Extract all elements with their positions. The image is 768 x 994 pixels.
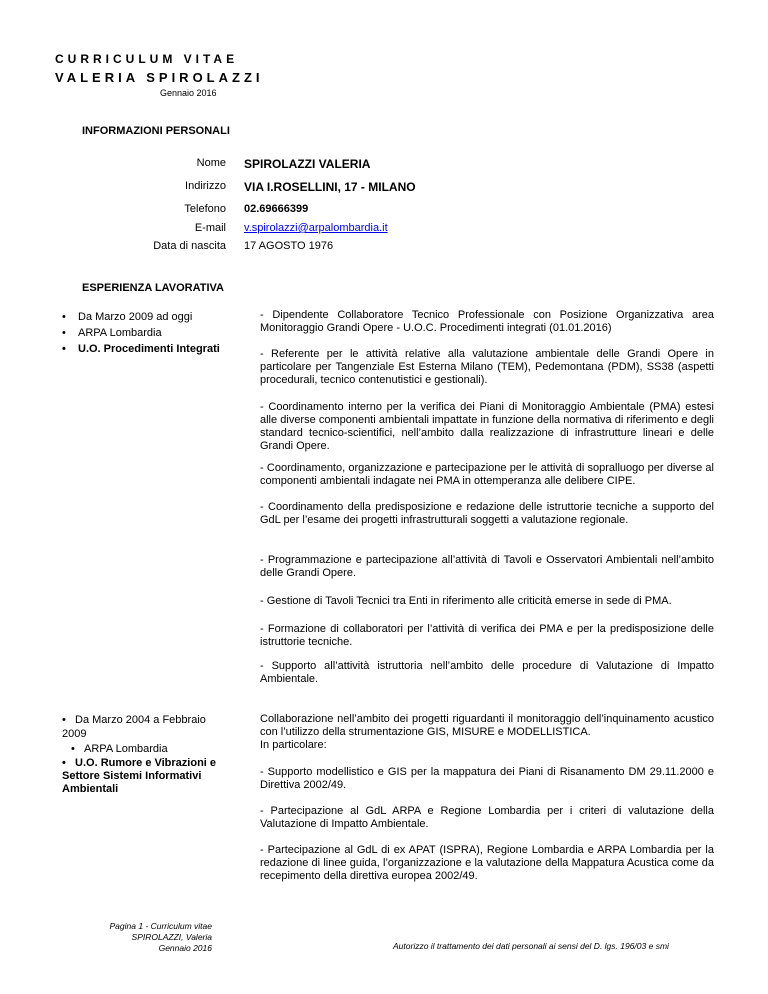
job1-unit: • U.O. Procedimenti Integrati [62,341,232,357]
job1-item: - Coordinamento della predisposizione e redazione delle istruttorie tecniche a supporto del GdL per l’esame dei progetti infrastrutturali soggetti a valutazione regionale. [260,501,714,526]
info-label-nome: Nome [196,157,226,169]
job2-item: - Partecipazione al GdL di ex APAT (ISPRA), Regione Lombardia e ARPA Lombardia per la redazione di linee guida, l’organizzazione e la valutazione della Mappatura Acustica come da recepimento della direttiva europea 2002/49. [260,844,714,882]
job1-item: - Coordinamento, organizzazione e partecipazione per le attività di sopralluogo per diverse al componenti ambientali indagate nei PMA in ottemperanza alle delibere CIPE. [260,462,714,487]
job2-employer-row [62,741,232,757]
footer-line: Gennaio 2016 [158,943,212,953]
footer-page-info [62,921,212,954]
job2-summary [62,713,232,796]
job1-item: - Supporto all’attività istruttoria nell’ambito delle procedure di Valutazione di Impatto Ambientale. [260,660,714,685]
bullet-icon: • [62,714,76,726]
info-label-nascita: Data di nascita [153,240,226,252]
bullet-icon: • [62,757,76,769]
job1-item: - Gestione di Tavoli Tecnici tra Enti in riferimento alle criticità emerse in sede di PMA. [260,595,672,607]
info-label-email: E-mail [194,222,226,234]
job1-employer: • ARPA Lombardia [62,325,232,341]
info-value-nome: SPIROLAZZI VALERIA [244,157,371,171]
email-link[interactable]: v.spirolazzi@arpalombardia.it [244,222,388,234]
footer-line: Pagina 1 - Curriculum vitae [109,921,212,931]
job2-period: Da Marzo 2004 a Febbraio 2009 [62,714,206,740]
job1-period: • Da Marzo 2009 ad oggi [62,309,232,325]
job2-unit: U.O. Rumore e Vibrazioni e Settore Sistemi Informativi Ambientali [62,757,217,795]
footer-line: SPIROLAZZI, Valeria [131,932,212,942]
job1-item: - Dipendente Collaboratore Tecnico Professionale con Posizione Organizzativa area Monitoraggio Grandi Opere - U.O.C. Procedimenti integrati (01.01.2016) [260,309,714,334]
cv-name: VALERIA SPIROLAZZI [55,70,264,85]
job2-item: - Partecipazione al GdL ARPA e Regione Lombardia per i criteri di valutazione della Valutazione di Impatto Ambientale. [260,805,714,830]
footer-privacy-note: Autorizzo il trattamento dei dati personali ai sensi del D. lgs. 196/03 e smi [393,941,669,951]
job1-item: - Formazione di collaboratori per l’attività di verifica dei PMA e per la predisposizione delle istruttorie tecniche. [260,623,714,648]
cv-date: Gennaio 2016 [160,88,217,98]
job1-item: - Coordinamento interno per la verifica dei Piani di Monitoraggio Ambientale (PMA) estesi alle diverse componenti ambientali impattate in funzione della normativa di riferimento e degli standard tecnico-scientifici, nell’ambito dalla realizzazione di infrastrutture lineari e delle Grandi Opere. [260,401,714,452]
bullet-icon: • [71,743,85,755]
personal-info-heading: INFORMAZIONI PERSONALI [82,125,230,137]
job1-summary [62,309,232,357]
info-value-nascita: 17 AGOSTO 1976 [244,240,334,252]
job2-period-row [62,713,232,741]
job2-item: In particolare: [260,739,327,751]
experience-heading: ESPERIENZA LAVORATIVA [82,282,224,294]
job1-item: - Programmazione e partecipazione all’attività di Tavoli e Osservatori Ambientali nell’ambito delle Grandi Opere. [260,554,714,579]
job2-item: - Supporto modellistico e GIS per la mappatura dei Piani di Risanamento DM 29.11.2000 e Direttiva 2002/49. [260,766,714,791]
info-value-indirizzo: VIA I.ROSELLINI, 17 - MILANO [244,180,416,194]
info-label-indirizzo: Indirizzo [185,180,226,192]
info-value-telefono: 02.69666399 [244,203,309,215]
job2-item: Collaborazione nell’ambito dei progetti riguardanti il monitoraggio dell’inquinamento acustico con l’utilizzo della strumentazione GIS, MISURE e MODELLISTICA. [260,713,714,738]
cv-title: CURRICULUM VITAE [55,52,239,66]
job1-item: - Referente per le attività relative alla valutazione ambientale delle Grandi Opere in particolare per Tangenziale Est Esterna Milano (TEM), Pedemontana (PDM), SS38 (aspetti procedurali, tecnico contenutistici e gestionali). [260,348,714,386]
job2-employer: ARPA Lombardia [84,743,168,755]
job2-unit-row [62,757,232,796]
info-value-email[interactable] [244,222,388,234]
info-label-telefono: Telefono [184,203,226,215]
